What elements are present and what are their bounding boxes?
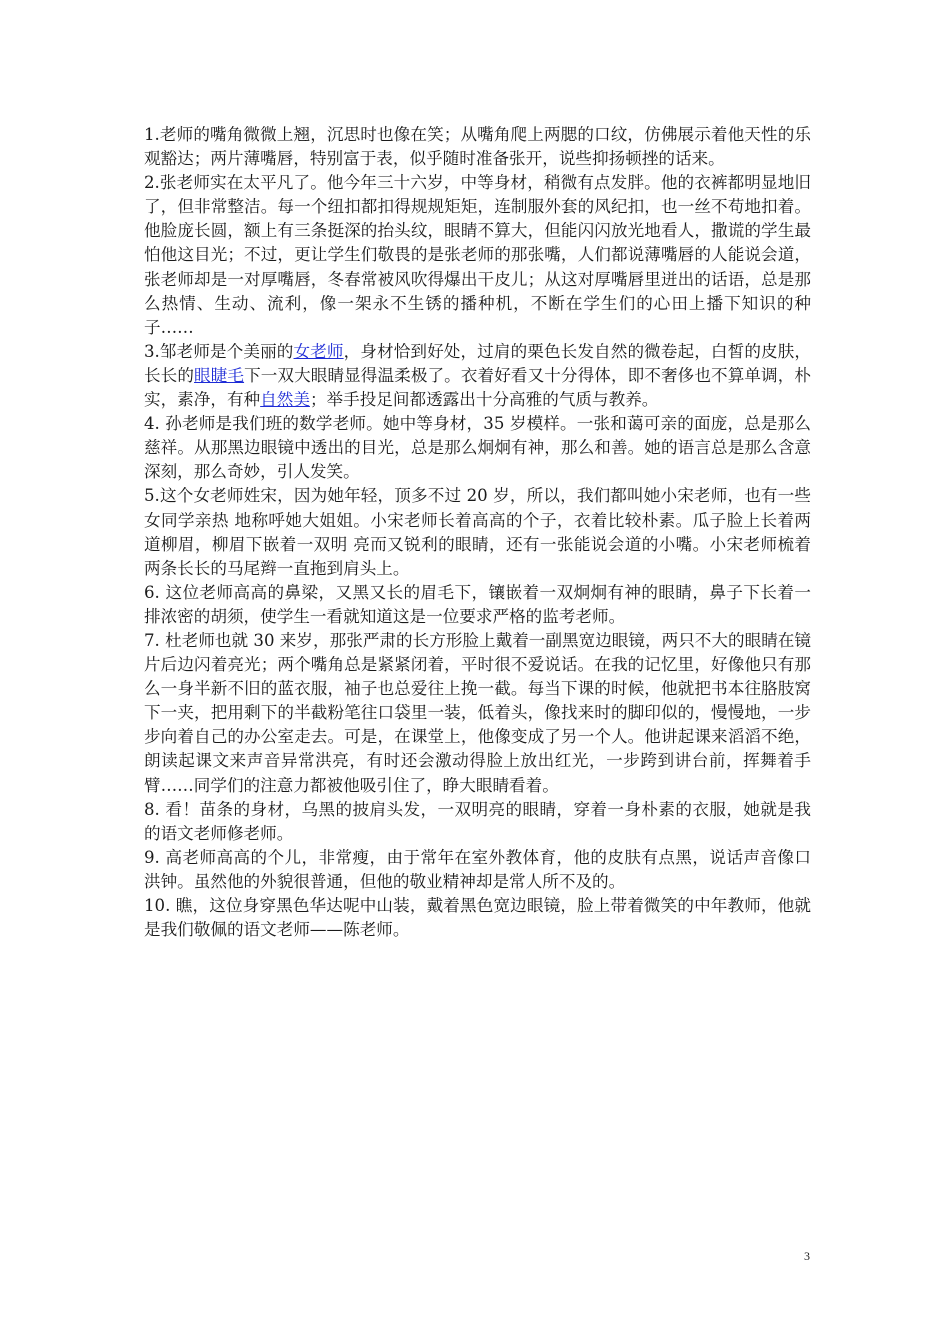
paragraph-text: 下一双大眼睛显得温柔极了。衣着好看又十分得体，即不奢侈也不算单调，朴实，素净，有种: [144, 365, 811, 410]
paragraph-text: 5.这个女老师姓宋，因为她年轻，顶多不过 20 岁，所以，我们都叫她小宋老师，也有一些女同学亲热 地称呼她大姐姐。小宋老师长着高高的个子，衣着比较朴素。瓜子脸上长着两道柳眉，柳眉下嵌着一双明 亮而又锐利的眼睛，还有一张能说会道的小嘴。小宋老师梳着两条长长的马尾辫一直拖到肩头上。: [144, 486, 811, 578]
paragraph-2: [144, 171, 811, 340]
paragraph-4: [144, 412, 811, 484]
paragraph-text: ，身材恰到好处，过肩的栗色长发自然的微卷起，白皙的皮肤，长长的: [144, 341, 812, 385]
paragraph-text: 8. 看！苗条的身材，乌黑的披肩头发，一双明亮的眼睛，穿着一身朴素的衣服，她就是我的语文老师修老师。: [144, 799, 811, 843]
paragraph-6: [144, 581, 811, 629]
paragraph-text: 4. 孙老师是我们班的数学老师。她中等身材，35 岁模样。一张和蔼可亲的面庞，总是那么慈祥。从那黑边眼镜中透出的目光，总是那么炯炯有神，那么和善。她的语言总是那么含意深刻，那么奇妙，引人发笑。: [144, 414, 811, 482]
page-number: 3: [804, 1249, 810, 1263]
paragraph-text: 1.老师的嘴角微微上翘，沉思时也像在笑；从嘴角爬上两腮的口纹，仿佛展示着他天性的乐观豁达；两片薄嘴唇，特别富于表，似乎随时准备张开，说些抑扬顿挫的话来。: [144, 125, 811, 169]
paragraph-5: [144, 484, 811, 580]
inline-link[interactable]: 眼睫毛: [194, 365, 245, 385]
paragraph-text: 9. 高老师高高的个儿，非常瘦，由于常年在室外教体育，他的皮肤有点黑，说话声音像口洪钟。虽然他的外貌很普通，但他的敬业精神却是常人所不及的。: [144, 847, 811, 891]
paragraph-text: ；举手投足间都透露出十分高雅的气质与教养。: [309, 390, 659, 410]
paragraph-text: 3.邹老师是个美丽的: [144, 341, 294, 361]
paragraph-1: [144, 123, 811, 171]
paragraph-text: 6. 这位老师高高的鼻梁，又黑又长的眉毛下，镶嵌着一双炯炯有神的眼睛，鼻子下长着一排浓密的胡须，使学生一看就知道这是一位要求严格的监考老师。: [144, 582, 811, 626]
paragraph-text: 10. 瞧，这位身穿黑色华达呢中山装，戴着黑色宽边眼镜，脸上带着微笑的中年教师，他就是我们敬佩的语文老师——陈老师。: [144, 896, 811, 940]
paragraph-3: [144, 340, 811, 412]
paragraph-8: [144, 798, 811, 846]
paragraph-7: [144, 629, 811, 798]
paragraph-10: [144, 894, 811, 942]
paragraph-text: 7. 杜老师也就 30 来岁，那张严肃的长方形脸上戴着一副黑宽边眼镜，两只不大的眼睛在镜片后边闪着亮光；两个嘴角总是紧紧闭着，平时很不爱说话。在我的记忆里，好像他只有那么一身半新不旧的蓝衣服，袖子也总爱往上挽一截。每当下课的时候，他就把书本往胳肢窝下一夹，把用剩下的半截粉笔往口袋里一装，低着头，像找来时的脚印似的，慢慢地，一步步向着自己的办公室走去。可是，在课堂上，他像变成了另一个人。他讲起课来滔滔不绝，朗读起课文来声音异常洪亮，有时还会激动得脸上放出红光，一步跨到讲台前，挥舞着手臂……同学们的注意力都被他吸引住了，睁大眼睛看着。: [144, 630, 811, 795]
inline-link[interactable]: 女老师: [293, 341, 344, 361]
paragraph-text: 2.张老师实在太平凡了。他今年三十六岁，中等身材，稍微有点发胖。他的衣裤都明显地旧了，但非常整洁。每一个纽扣都扣得规规矩矩，连制服外套的风纪扣，也一丝不苟地扣着。他脸庞长圆，额上有三条挺深的抬头纹，眼睛不算大，但能闪闪放光地看人，撒谎的学生最怕他这目光；不过，更让学生们敬畏的是张老师的那张嘴，人们都说薄嘴唇的人能说会道，张老师却是一对厚嘴唇，冬春常被风吹得爆出干皮儿；从这对厚嘴唇里迸出的话语，总是那么热情、生动、流利，像一架永不生锈的播种机，不断在学生们的心田上播下知识的种子……: [144, 173, 811, 337]
document-body: [144, 123, 811, 942]
paragraph-9: [144, 846, 811, 894]
inline-link[interactable]: 自然美: [260, 390, 310, 410]
